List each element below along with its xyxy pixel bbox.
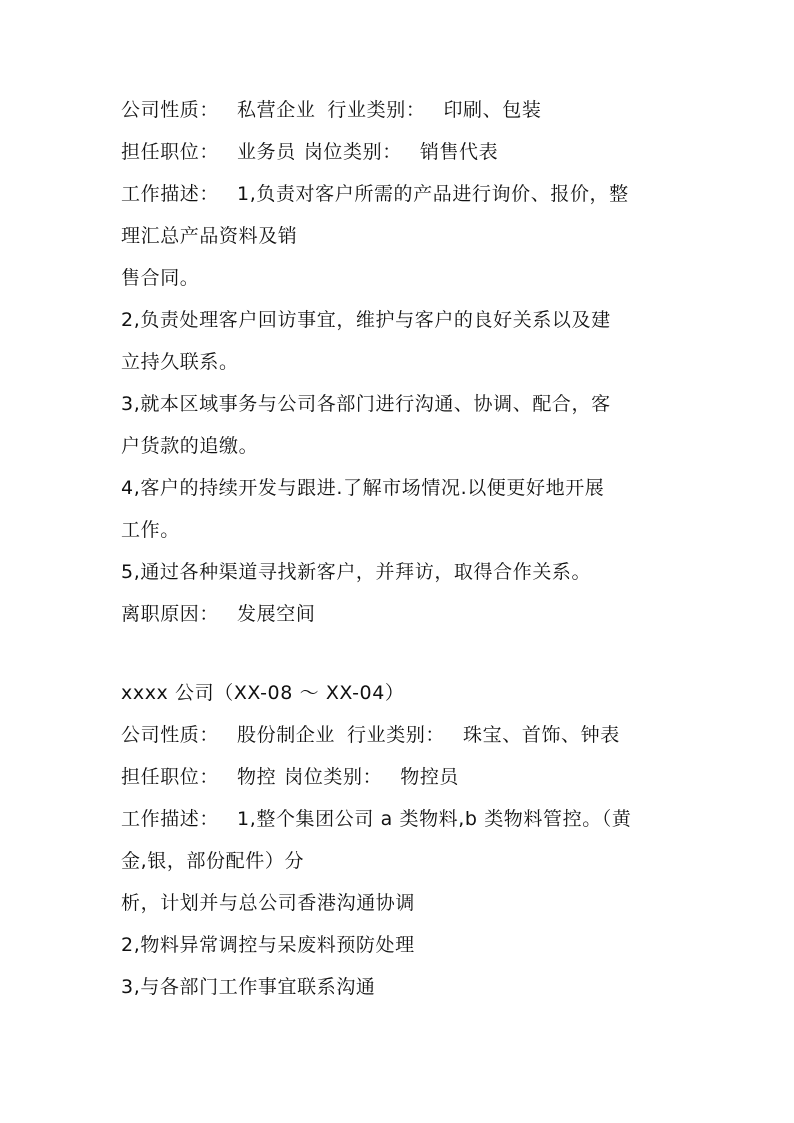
job2-position-value: 物控 xyxy=(237,766,277,788)
job1-company-nature-label: 公司性质： xyxy=(121,99,220,121)
job1-position-category-value: 销售代表 xyxy=(419,141,499,163)
job1-leave-reason-line xyxy=(121,603,691,625)
job2-company-nature-value: 股份制企业 xyxy=(237,724,336,746)
job1-description-line-1: 1,负责对客户所需的产品进行询价、报价，整 xyxy=(237,183,629,205)
job2-description-label: 工作描述： xyxy=(121,808,220,830)
job1-leave-reason-value: 发展空间 xyxy=(237,603,316,625)
job1-position-category-label: 岗位类别： xyxy=(303,141,402,163)
job1-description-line-3: 售合同。 xyxy=(121,267,200,289)
job1-position-label: 担任职位： xyxy=(121,141,220,163)
job2-description-line-2: 金,银，部份配件）分 xyxy=(121,850,305,872)
job1-description-line-10: 5,通过各种渠道寻找新客户，并拜访，取得合作关系。 xyxy=(121,561,592,583)
job2-position-category-label: 岗位类别： xyxy=(284,766,383,788)
job2-position-label: 担任职位： xyxy=(121,766,220,788)
job2-position-line xyxy=(121,766,691,788)
job1-position-line xyxy=(121,141,691,163)
job1-description-line-8: 4,客户的持续开发与跟进.了解市场情况.以便更好地开展 xyxy=(121,477,605,499)
job2-description-line-4: 2,物料异常调控与呆废料预防处理 xyxy=(121,934,415,956)
job1-company-nature-line xyxy=(121,99,691,121)
job1-position-value: 业务员 xyxy=(237,141,296,163)
job2-industry-label: 行业类别： xyxy=(347,724,446,746)
job1-description-line-2: 理汇总产品资料及销 xyxy=(121,225,298,247)
job1-industry-label: 行业类别： xyxy=(327,99,426,121)
job2-description-line-1: 1,整个集团公司 a 类物料,b 类物料管控。（黄 xyxy=(237,808,632,830)
job1-description-line-7: 户货款的追缴。 xyxy=(121,435,259,457)
job1-industry-value: 印刷、包装 xyxy=(443,99,542,121)
job2-company-nature-line xyxy=(121,724,691,746)
job1-description-line xyxy=(121,183,691,205)
job1-company-nature-value: 私营企业 xyxy=(237,99,316,121)
job1-description-line-5: 立持久联系。 xyxy=(121,351,239,373)
job1-leave-reason-label: 离职原因： xyxy=(121,603,220,625)
job2-company-header: xxxx 公司（XX-08 ～ XX-04） xyxy=(121,682,405,704)
job2-description-line-5: 3,与各部门工作事宜联系沟通 xyxy=(121,976,376,998)
job1-description-line-4: 2,负责处理客户回访事宜，维护与客户的良好关系以及建 xyxy=(121,309,611,331)
job2-industry-value: 珠宝、首饰、钟表 xyxy=(463,724,620,746)
job1-description-line-6: 3,就本区域事务与公司各部门进行沟通、协调、配合，客 xyxy=(121,393,611,415)
job2-position-category-value: 物控员 xyxy=(400,766,460,788)
job2-description-line-3: 析，计划并与总公司香港沟通协调 xyxy=(121,892,416,914)
job1-description-label: 工作描述： xyxy=(121,183,220,205)
job2-company-nature-label: 公司性质： xyxy=(121,724,220,746)
job2-description-line xyxy=(121,808,691,830)
job1-description-line-9: 工作。 xyxy=(121,519,180,541)
